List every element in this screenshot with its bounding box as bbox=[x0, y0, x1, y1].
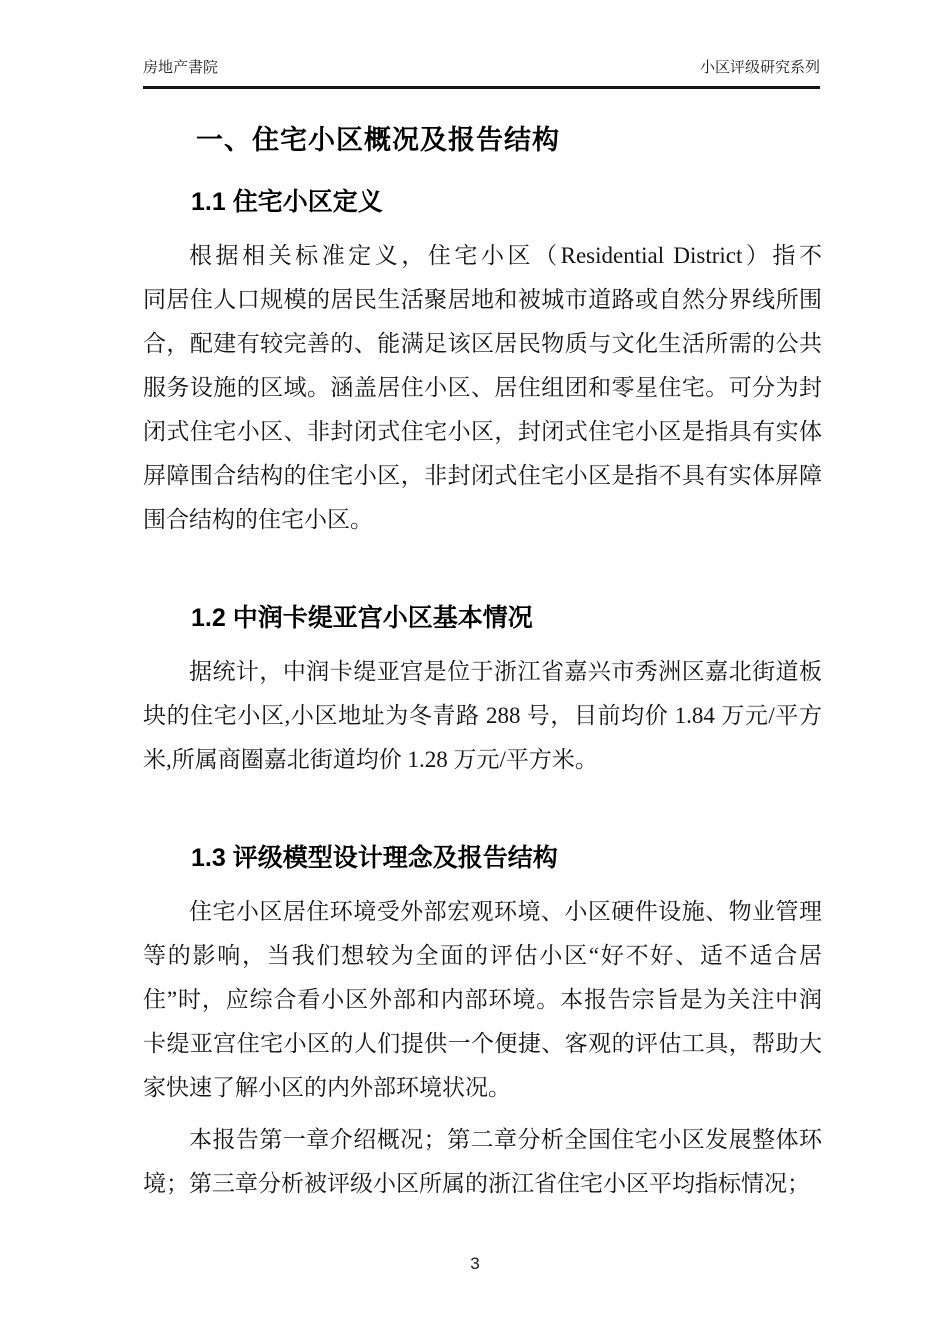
body-line: 闭式住宅小区、非封闭式住宅小区，封闭式住宅小区是指具有实体 bbox=[143, 419, 822, 444]
page-footer bbox=[0, 1254, 950, 1274]
body-line: 本报告第一章介绍概况；第二章分析全国住宅小区发展整体环 bbox=[189, 1127, 822, 1152]
body-line: 住宅小区居住环境受外部宏观环境、小区硬件设施、物业管理 bbox=[189, 899, 822, 924]
paragraph bbox=[143, 890, 822, 1110]
section-1.2 bbox=[143, 600, 822, 782]
body-line: 服务设施的区域。涵盖居住小区、居住组团和零星住宅。可分为封 bbox=[143, 375, 822, 400]
section-heading: 1.3 评级模型设计理念及报告结构 bbox=[191, 844, 558, 872]
body-line: 住”时，应综合看小区外部和内部环境。本报告宗旨是为关注中润 bbox=[143, 987, 822, 1012]
body-line: 块的住宅小区,小区地址为冬青路 288 号，目前均价 1.84 万元/平方 bbox=[143, 703, 822, 728]
paragraph bbox=[143, 650, 822, 782]
section-heading: 1.2 中润卡缇亚宫小区基本情况 bbox=[191, 604, 533, 632]
section-1.3 bbox=[143, 840, 822, 1206]
body-line: 屏障围合结构的住宅小区，非封闭式住宅小区是指不具有实体屏障 bbox=[143, 463, 822, 488]
section-1.1 bbox=[143, 184, 822, 542]
body-line: 围合结构的住宅小区。 bbox=[143, 507, 373, 532]
header-rule bbox=[143, 86, 820, 89]
body-line: 根据相关标准定义，住宅小区（Residential District）指不 bbox=[189, 243, 822, 268]
body-line: 据统计，中润卡缇亚宫是位于浙江省嘉兴市秀洲区嘉北街道板 bbox=[189, 659, 822, 684]
page-number: 3 bbox=[470, 1254, 480, 1273]
body-line: 卡缇亚宫住宅小区的人们提供一个便捷、客观的评估工具，帮助大 bbox=[143, 1031, 822, 1056]
paragraph bbox=[143, 1118, 822, 1206]
header-right-text: 小区评级研究系列 bbox=[699, 59, 820, 76]
page-header bbox=[143, 58, 820, 78]
body-line: 等的影响，当我们想较为全面的评估小区“好不好、适不适合居 bbox=[143, 943, 822, 968]
paragraph bbox=[143, 234, 822, 542]
body-line: 米,所属商圈嘉北街道均价 1.28 万元/平方米。 bbox=[143, 747, 598, 772]
document-content bbox=[143, 108, 822, 1206]
body-line: 境；第三章分析被评级小区所属的浙江省住宅小区平均指标情况； bbox=[143, 1171, 810, 1196]
header-left-text: 房地产書院 bbox=[143, 59, 219, 76]
body-line: 同居住人口规模的居民生活聚居地和被城市道路或自然分界线所围 bbox=[143, 287, 822, 312]
sections-container bbox=[143, 184, 822, 1206]
body-line: 家快速了解小区的内外部环境状况。 bbox=[143, 1075, 511, 1100]
section-heading: 1.1 住宅小区定义 bbox=[191, 188, 383, 216]
body-line: 合，配建有较完善的、能满足该区居民物质与文化生活所需的公共 bbox=[143, 331, 822, 356]
document-title: 一、住宅小区概况及报告结构 bbox=[196, 125, 560, 155]
